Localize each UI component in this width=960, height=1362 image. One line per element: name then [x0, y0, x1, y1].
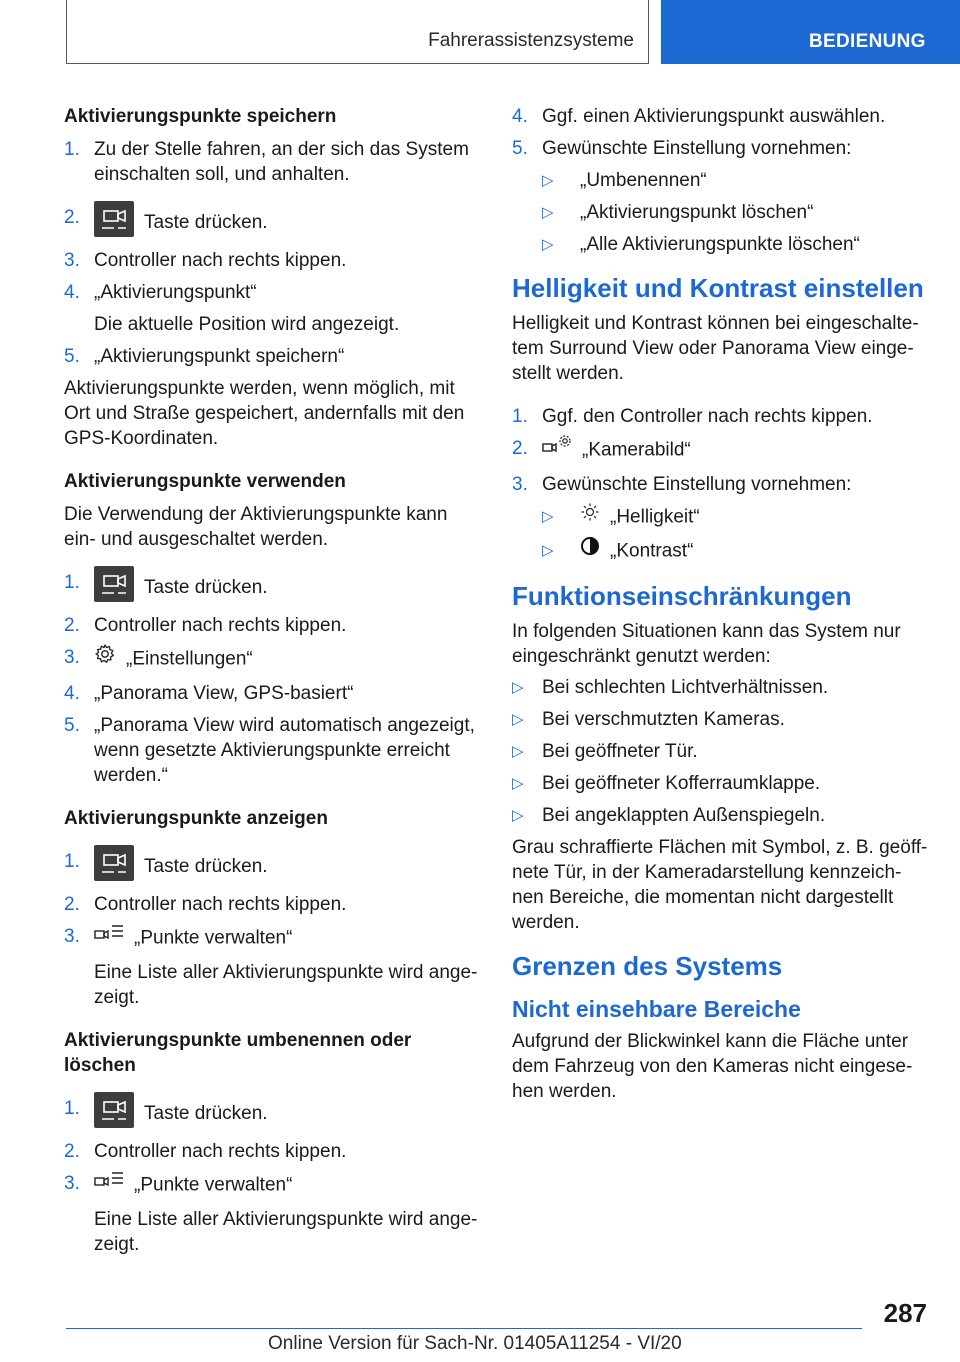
- step-number: 1.: [64, 139, 80, 160]
- step-text: „Panorama View wird automatisch angezeigt, wenn gesetzte Aktivierungspunkte erreicht werden.“: [94, 715, 475, 786]
- step-text: Taste drücken.: [144, 212, 268, 234]
- brightness-intro: Helligkeit und Kontrast können bei eingeschalte-tem Surround View oder Panorama View einge-stellt werden.: [512, 313, 919, 384]
- brightness-heading: Helligkeit und Kontrast einstellen: [512, 273, 924, 303]
- limits-note: Grau schraffierte Flächen mit Symbol, z. B. geöff-nete Tür, in der Kameradarstellung kennzeich-nen Bereiche, die momentan nicht dargestellt werden.: [512, 837, 928, 933]
- list-item: [64, 344, 482, 369]
- camera-button-icon: [94, 1092, 134, 1128]
- header-tab-label: BEDIENUNG: [809, 31, 926, 52]
- system-text: Aufgrund der Blickwinkel kann die Fläche unter dem Fahrzeug von den Kameras nicht eingese-hen werden.: [512, 1031, 913, 1102]
- step-number: 4.: [512, 106, 528, 127]
- save-title: Aktivierungspunkte speichern: [64, 106, 337, 127]
- list-item: [512, 803, 930, 828]
- rename-options: [542, 168, 930, 257]
- rename-title: Aktivierungspunkte umbenennen oder löschen: [64, 1030, 412, 1076]
- bullet-text: Bei verschmutzten Kameras.: [542, 709, 785, 730]
- step-number: 2.: [64, 894, 80, 915]
- list-item: [64, 248, 482, 273]
- camera-list-icon: [94, 922, 124, 951]
- list-item: [512, 675, 930, 700]
- bullet-triangle-icon: ▷: [512, 775, 524, 792]
- bullet-text: Bei geöffneter Kofferraumklappe.: [542, 773, 821, 794]
- camera-settings-icon: [542, 434, 572, 463]
- step-text: Controller nach rechts kippen.: [94, 615, 347, 636]
- list-item: [542, 504, 930, 531]
- footer-divider: [66, 1328, 862, 1329]
- step-number: 5.: [64, 346, 80, 367]
- option-text: „Alle Aktivierungspunkte löschen“: [580, 234, 860, 255]
- use-intro: Die Verwendung der Aktivierungspunkte kann ein- und ausgeschaltet werden.: [64, 504, 448, 550]
- bullet-triangle-icon: ▷: [512, 807, 524, 824]
- step-text: Taste drücken.: [144, 1103, 268, 1125]
- step-text: „Aktivierungspunkt speichern“: [94, 346, 345, 367]
- step-subtext: Eine Liste aller Aktivierungspunkte wird ange-zeigt.: [94, 1209, 478, 1255]
- contrast-icon: [580, 536, 600, 563]
- bullet-triangle-icon: ▷: [542, 508, 554, 525]
- step-text: Zu der Stelle fahren, an der sich das System einschalten soll, und anhalten.: [94, 139, 469, 185]
- bullet-text: Bei geöffneter Tür.: [542, 741, 698, 762]
- step-number: 3.: [64, 1173, 80, 1194]
- list-item: [542, 232, 930, 257]
- step-number: 1.: [64, 851, 80, 872]
- list-item: [64, 1171, 482, 1257]
- step-text: „Einstellungen“: [126, 648, 253, 670]
- bullet-text: Bei angeklappten Außenspiegeln.: [542, 805, 826, 826]
- header-section-box: [66, 0, 649, 64]
- list-item: [64, 681, 482, 706]
- list-item: [64, 280, 482, 337]
- list-item: [512, 136, 930, 257]
- list-item: [512, 707, 930, 732]
- step-text: Gewünschte Einstellung vornehmen:: [542, 474, 852, 495]
- step-text: Controller nach rechts kippen.: [94, 1141, 347, 1162]
- system-subheading: Nicht einsehbare Bereiche: [512, 996, 801, 1022]
- list-item: [512, 739, 930, 764]
- step-number: 3.: [512, 474, 528, 495]
- step-number: 1.: [64, 1098, 80, 1119]
- bullet-triangle-icon: ▷: [542, 172, 554, 189]
- option-text: „Kontrast“: [610, 540, 694, 562]
- list-item: [64, 205, 482, 241]
- step-text: Controller nach rechts kippen.: [94, 894, 347, 915]
- step-text: Taste drücken.: [144, 856, 268, 878]
- step-text: „Punkte verwalten“: [134, 927, 293, 949]
- brightness-steps: [512, 404, 930, 565]
- camera-list-icon: [94, 1169, 124, 1198]
- use-title: Aktivierungspunkte verwenden: [64, 471, 346, 492]
- step-number: 3.: [64, 250, 80, 271]
- step-subtext: Eine Liste aller Aktivierungspunkte wird ange-zeigt.: [94, 962, 478, 1008]
- step-text: Controller nach rechts kippen.: [94, 250, 347, 271]
- bullet-triangle-icon: ▷: [512, 711, 524, 728]
- save-steps: [64, 137, 482, 369]
- step-text: Gewünschte Einstellung vornehmen:: [542, 138, 852, 159]
- step-text: „Panorama View, GPS-basiert“: [94, 683, 354, 704]
- option-text: „Aktivierungspunkt löschen“: [580, 202, 814, 223]
- list-item: [512, 104, 930, 129]
- list-item: [542, 538, 930, 565]
- bullet-text: Bei schlechten Lichtverhältnissen.: [542, 677, 829, 698]
- list-item: [64, 1139, 482, 1164]
- step-text: Taste drücken.: [144, 577, 268, 599]
- page-number: 287: [883, 1298, 927, 1328]
- footer-online-version: Online Version für Sach-Nr. 01405A11254 - VI/20: [268, 1333, 682, 1354]
- list-item: [64, 713, 482, 788]
- left-column: [64, 104, 482, 1264]
- header-section-title: Fahrerassistenzsysteme: [428, 30, 634, 51]
- step-subtext: Die aktuelle Position wird angezeigt.: [94, 314, 400, 335]
- limits-heading: Funktionseinschränkungen: [512, 581, 852, 611]
- list-item: [512, 472, 930, 565]
- rename-cont-steps: [512, 104, 930, 257]
- camera-button-icon: [94, 566, 134, 602]
- step-number: 1.: [512, 406, 528, 427]
- step-number: 2.: [64, 615, 80, 636]
- camera-button-icon: [94, 845, 134, 881]
- bullet-triangle-icon: ▷: [542, 204, 554, 221]
- step-number: 4.: [64, 282, 80, 303]
- list-item: [542, 168, 930, 193]
- list-item: [64, 1096, 482, 1132]
- brightness-options: [542, 504, 930, 565]
- list-item: [512, 436, 930, 465]
- bullet-triangle-icon: ▷: [542, 236, 554, 253]
- limits-intro: In folgenden Situationen kann das System nur eingeschränkt genutzt werden:: [512, 621, 901, 667]
- step-number: 2.: [512, 438, 528, 459]
- list-item: [64, 570, 482, 606]
- right-column: [512, 104, 930, 1110]
- step-number: 2.: [64, 1141, 80, 1162]
- camera-button-icon: [94, 201, 134, 237]
- step-number: 5.: [64, 715, 80, 736]
- list-item: [512, 404, 930, 429]
- list-item: [64, 892, 482, 917]
- bullet-triangle-icon: ▷: [542, 542, 554, 559]
- step-text: Ggf. einen Aktivierungspunkt auswählen.: [542, 106, 886, 127]
- step-text: Ggf. den Controller nach rechts kippen.: [542, 406, 873, 427]
- limits-list: [512, 675, 930, 828]
- step-number: 3.: [64, 647, 80, 668]
- bullet-triangle-icon: ▷: [512, 679, 524, 696]
- step-text: „Kamerabild“: [582, 439, 691, 461]
- list-item: [64, 645, 482, 674]
- list-item: [64, 613, 482, 638]
- show-steps: [64, 849, 482, 1010]
- list-item: [512, 771, 930, 796]
- option-text: „Umbenennen“: [580, 170, 707, 191]
- step-number: 3.: [64, 926, 80, 947]
- step-text: „Punkte verwalten“: [134, 1174, 293, 1196]
- save-note: Aktivierungspunkte werden, wenn möglich, mit Ort und Straße gespeichert, andernfalls mit den GPS-Koordinaten.: [64, 378, 465, 449]
- list-item: [64, 137, 482, 187]
- step-number: 1.: [64, 572, 80, 593]
- header-tab: [661, 0, 960, 64]
- step-number: 5.: [512, 138, 528, 159]
- step-number: 4.: [64, 683, 80, 704]
- use-steps: [64, 570, 482, 788]
- show-title: Aktivierungspunkte anzeigen: [64, 808, 328, 829]
- list-item: [64, 924, 482, 1010]
- gear-icon: [94, 643, 116, 672]
- rename-steps: [64, 1096, 482, 1257]
- list-item: [542, 200, 930, 225]
- bullet-triangle-icon: ▷: [512, 743, 524, 760]
- step-number: 2.: [64, 207, 80, 228]
- step-text: „Aktivierungspunkt“: [94, 282, 257, 303]
- list-item: [64, 849, 482, 885]
- sun-icon: [580, 502, 600, 529]
- option-text: „Helligkeit“: [610, 506, 700, 528]
- system-heading: Grenzen des Systems: [512, 951, 783, 981]
